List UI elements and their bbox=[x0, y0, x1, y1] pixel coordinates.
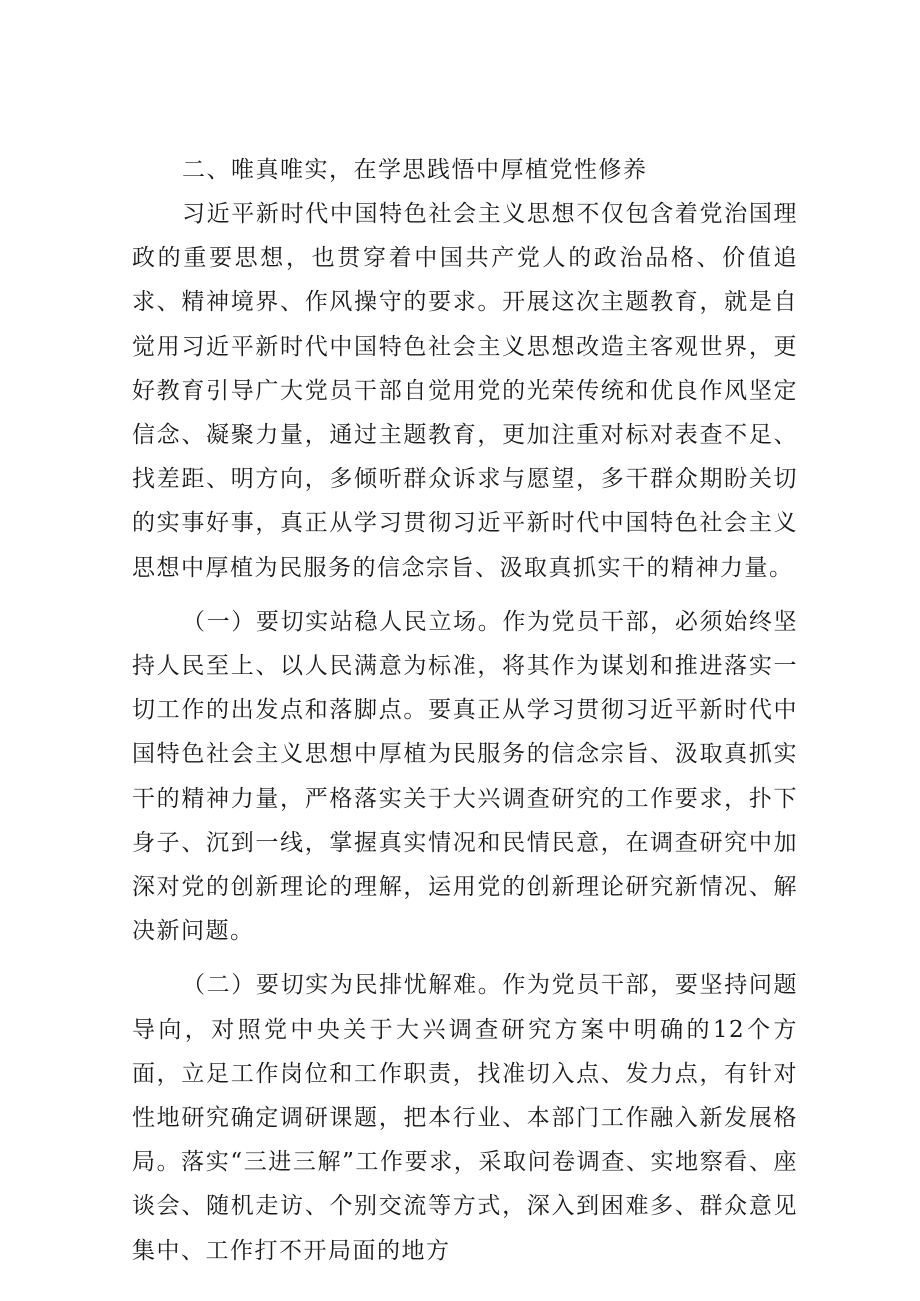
paragraph-people-stance: （一）要切实站稳人民立场。作为党员干部，必须始终坚持人民至上、以人民满意为标准，将其作为谋划和推进落实一切工作的出发点和落脚点。要真正从学习贯彻习近平新时代中国特色社会主义思想中厚植为民服务的信念宗旨、汲取真抓实干的精神力量，严格落实关于大兴调查研究的工作要求，扑下身子、沉到一线，掌握真实情况和民情民意，在调查研究中加深对党的创新理论的理解，运用党的创新理论研究新情况、解决新问题。 bbox=[132, 608, 798, 945]
document-body bbox=[132, 148, 798, 1273]
paragraph-solve-problems: （二）要切实为民排忧解难。作为党员干部，要坚持问题导向，对照党中央关于大兴调查研究方案中明确的12个方面，立足工作岗位和工作职责，找准切入点、发力点，有针对性地研究确定调研课题，把本行业、本部门工作融入新发展格局。落实“三进三解”工作要求，采取问卷调查、实地察看、座谈会、随机走访、个别交流等方式，深入到困难多、群众意见集中、工作打不开局面的地方 bbox=[132, 972, 798, 1264]
section-heading: 二、唯真唯实，在学思践悟中厚植党性修养 bbox=[182, 157, 648, 183]
paragraph-intro: 习近平新时代中国特色社会主义思想不仅包含着党治国理政的重要思想，也贯穿着中国共产党人的政治品格、价值追求、精神境界、作风操守的要求。开展这次主题教育，就是自觉用习近平新时代中国特色社会主义思想改造主客观世界，更好教育引导广大党员干部自觉用党的光荣传统和优良作风坚定信念、凝聚力量，通过主题教育，更加注重对标对表查不足、找差距、明方向，多倾听群众诉求与愿望，多干群众期盼关切的实事好事，真正从学习贯彻习近平新时代中国特色社会主义思想中厚植为民服务的信念宗旨、汲取真抓实干的精神力量。 bbox=[132, 201, 798, 581]
